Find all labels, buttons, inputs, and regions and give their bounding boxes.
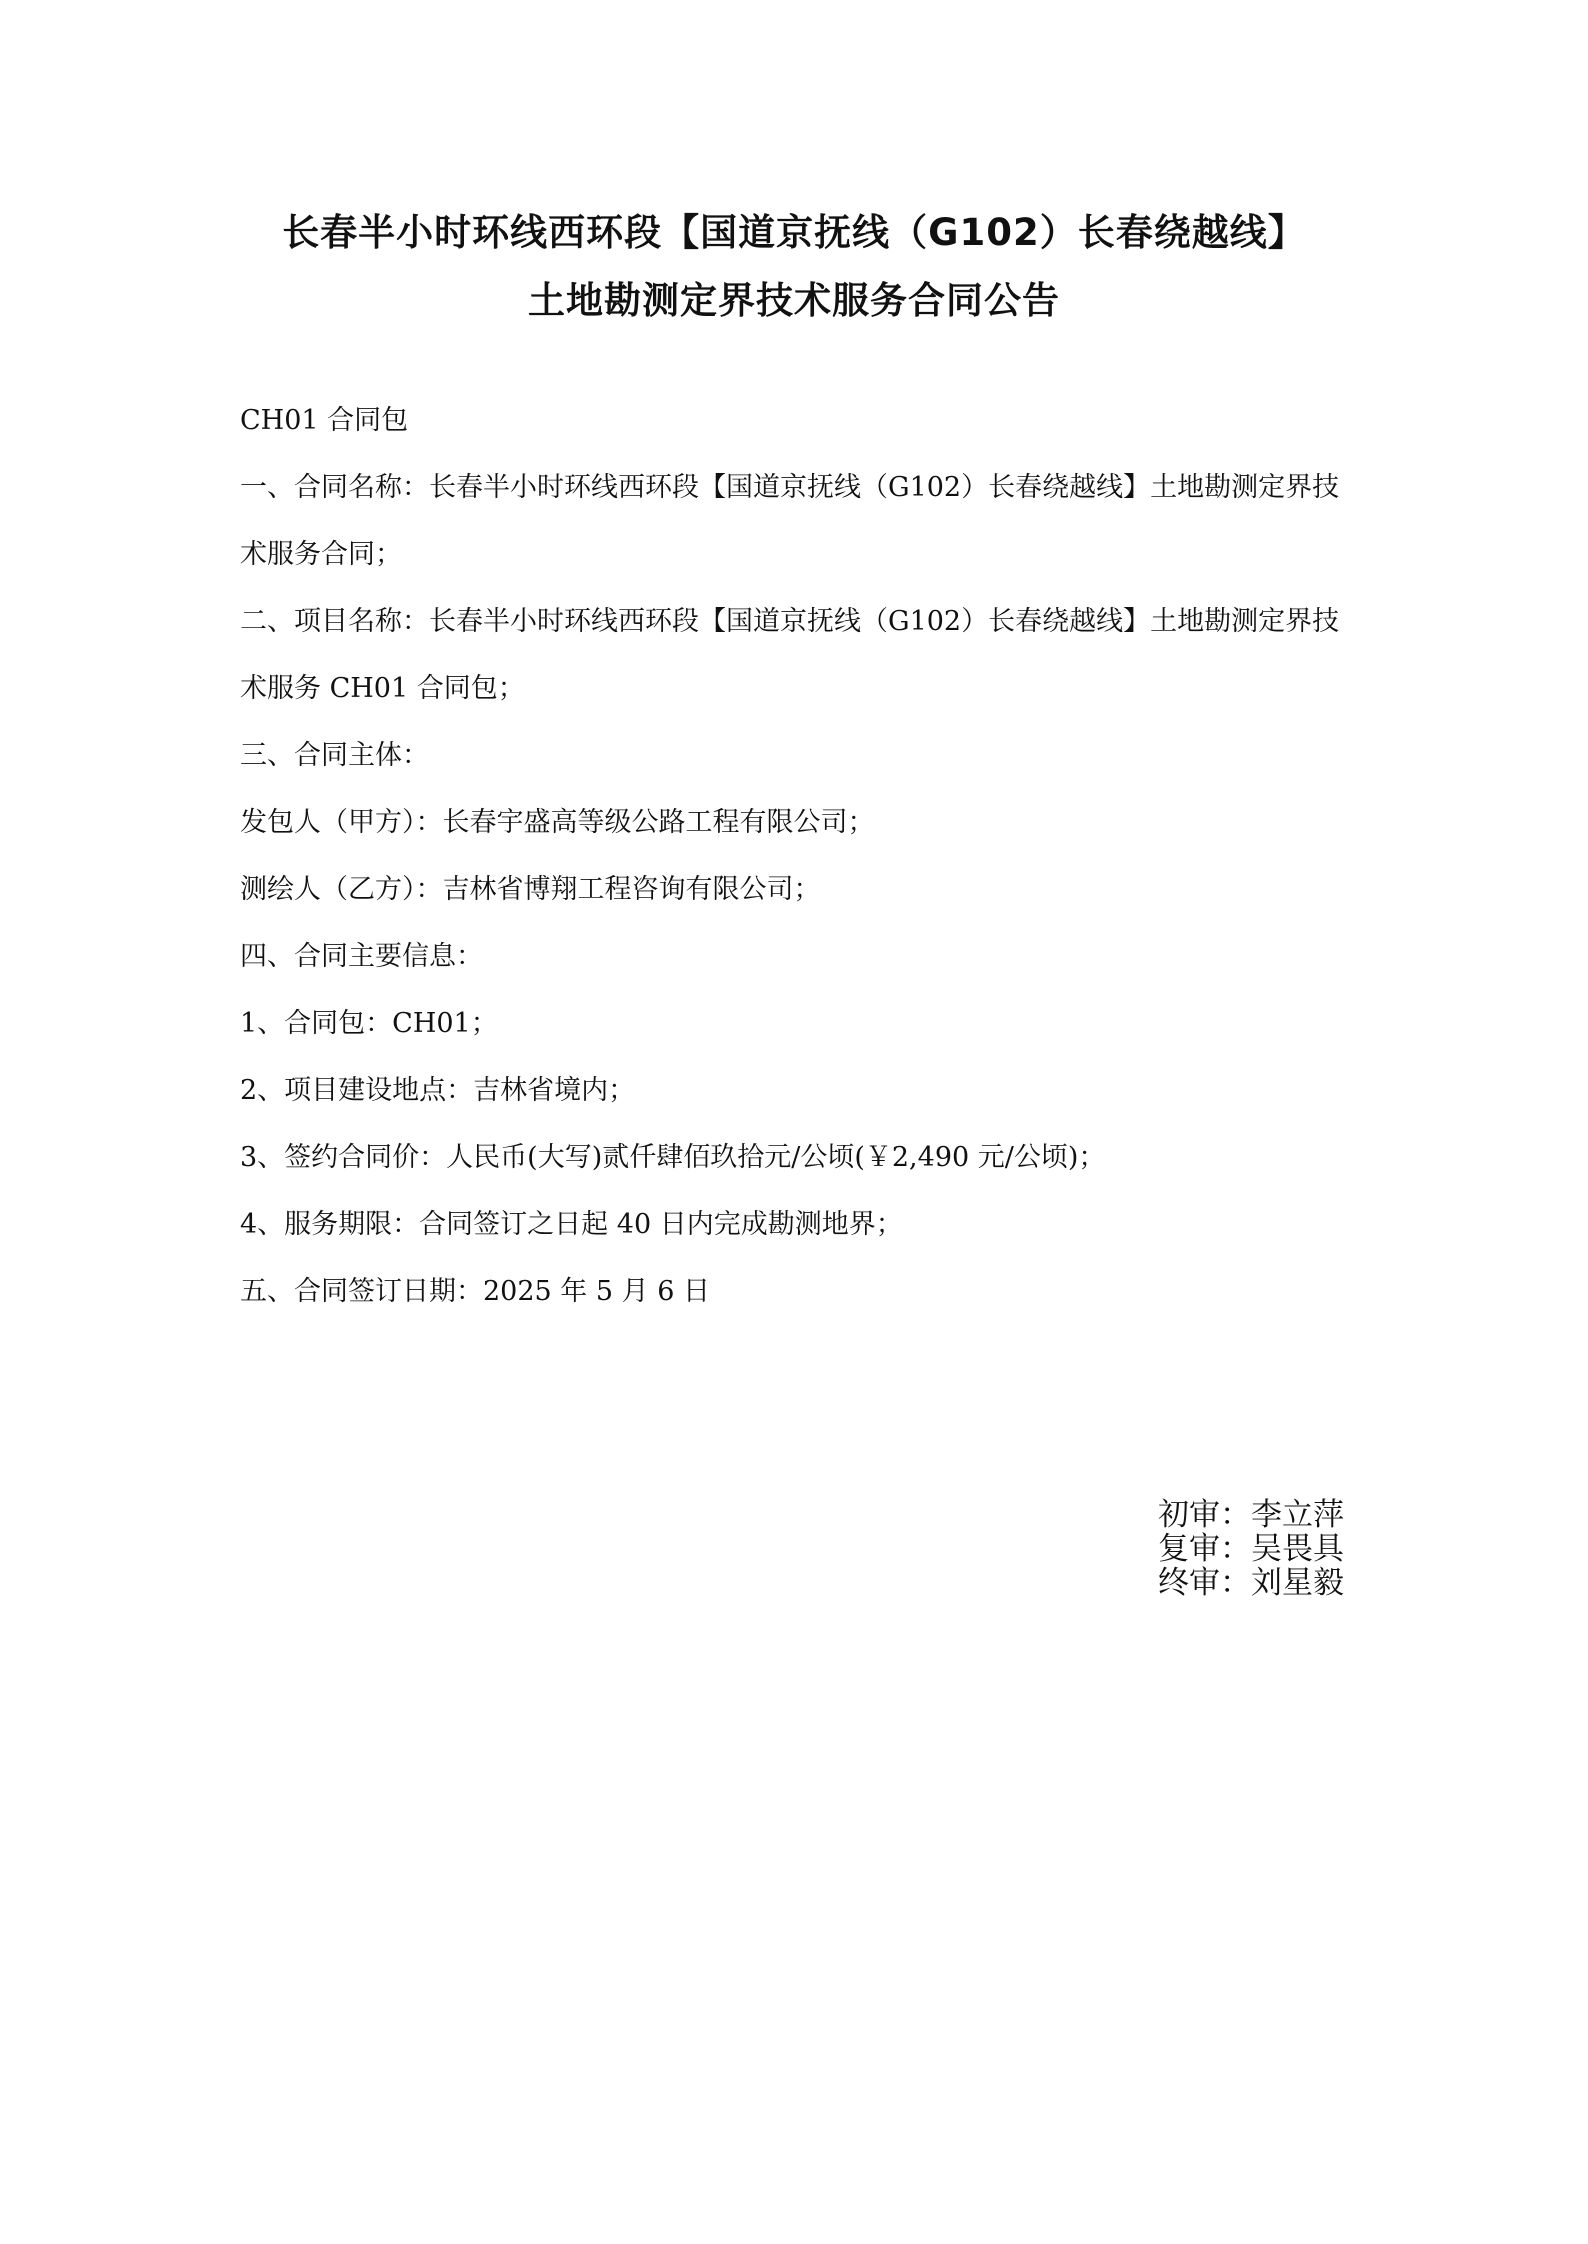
second-review: 复审：吴畏具: [1158, 1531, 1344, 1567]
package-heading: CH01 合同包: [240, 405, 409, 436]
project-name-line-2: 术服务 CH01 合同包；: [240, 673, 525, 704]
signing-date: 五、合同签订日期：2025 年 5 月 6 日: [240, 1276, 710, 1307]
info-price: 3、签约合同价：人民币(大写)贰仟肆佰玖拾元/公顷(￥2,490 元/公顷)；: [240, 1142, 1106, 1173]
project-name-line-1: 二、项目名称：长春半小时环线西环段【国道京抚线（G102）长春绕越线】土地勘测定界技: [240, 606, 1340, 637]
main-info-heading: 四、合同主要信息：: [240, 941, 483, 972]
contract-parties-heading: 三、合同主体：: [240, 740, 429, 771]
final-review: 终审：刘星毅: [1158, 1565, 1344, 1601]
first-review: 初审：李立萍: [1158, 1497, 1344, 1533]
party-a: 发包人（甲方）：长春宇盛高等级公路工程有限公司；: [240, 807, 875, 838]
party-b: 测绘人（乙方）：吉林省博翔工程咨询有限公司；: [240, 874, 821, 905]
contract-name-line-1: 一、合同名称：长春半小时环线西环段【国道京抚线（G102）长春绕越线】土地勘测定界技: [240, 472, 1340, 503]
info-service-period: 4、服务期限：合同签订之日起 40 日内完成勘测地界；: [240, 1209, 903, 1240]
document-title-line-2: 土地勘测定界技术服务合同公告: [528, 279, 1060, 322]
document-title-line-1: 长春半小时环线西环段【国道京抚线（G102）长春绕越线】: [282, 211, 1306, 254]
info-package: 1、合同包：CH01；: [240, 1008, 498, 1039]
contract-name-line-2: 术服务合同；: [240, 539, 402, 570]
info-location: 2、项目建设地点：吉林省境内；: [240, 1075, 636, 1106]
